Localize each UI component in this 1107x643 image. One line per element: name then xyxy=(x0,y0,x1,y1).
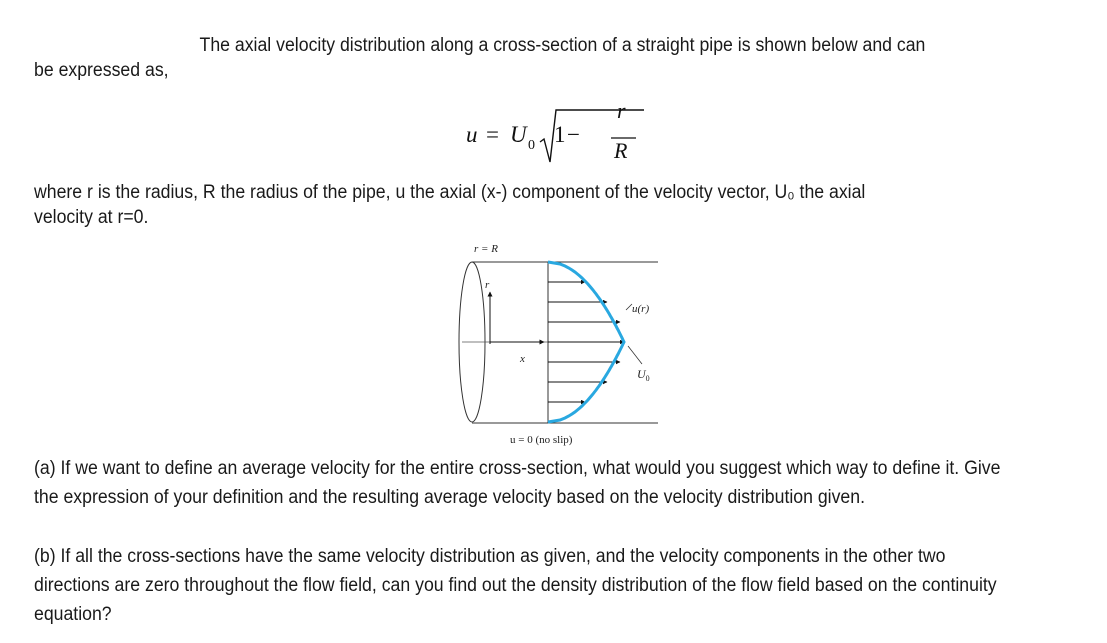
equation-denominator: R xyxy=(614,138,628,163)
label-x: x xyxy=(520,353,525,365)
velocity-equation xyxy=(466,98,656,170)
U0-leader-line xyxy=(628,346,642,364)
label-u-of-r: u(r) xyxy=(632,303,650,315)
equation-one: 1 xyxy=(554,122,566,147)
equation-numerator: r xyxy=(617,98,626,123)
equation-U: U xyxy=(510,122,527,147)
equation-minus: − xyxy=(567,122,580,147)
equation-subscript: 0 xyxy=(528,138,535,153)
question-b: (b) If all the cross-sections have the same velocity distribution as given, and the velocity components in the other two directions are zero throughout the flow field, can you find out the density distribution of the flow field based on the continuity equation? xyxy=(34,546,997,625)
definition-line-1: where r is the radius, R the radius of the pipe, u the axial (x-) component of the velocity vector, U₀ the axial xyxy=(34,182,866,203)
question-a: (a) If we want to define an average velocity for the entire cross-section, what would you suggest which way to define it. Give the expression of your definition and the resulting average velocity based on the velocity distribution given. xyxy=(34,458,1001,508)
intro-line-2: be expressed as, xyxy=(34,60,169,81)
velocity-arrows xyxy=(548,282,624,402)
intro-line-1: The axial velocity distribution along a cross-section of a straight pipe is shown below and can xyxy=(199,35,926,56)
pipe-velocity-figure xyxy=(452,240,682,450)
equation-equals: = xyxy=(486,122,499,147)
definition-line-2: velocity at r=0. xyxy=(34,207,149,228)
equation-lhs: u xyxy=(466,122,478,147)
intro-paragraph xyxy=(34,33,1001,83)
label-r: r xyxy=(485,279,490,291)
label-no-slip: u = 0 (no slip) xyxy=(510,434,573,446)
definition-paragraph xyxy=(34,180,1001,230)
label-U0: $U_0$ xyxy=(637,367,650,383)
label-r-equals-R: r = R xyxy=(474,243,498,255)
